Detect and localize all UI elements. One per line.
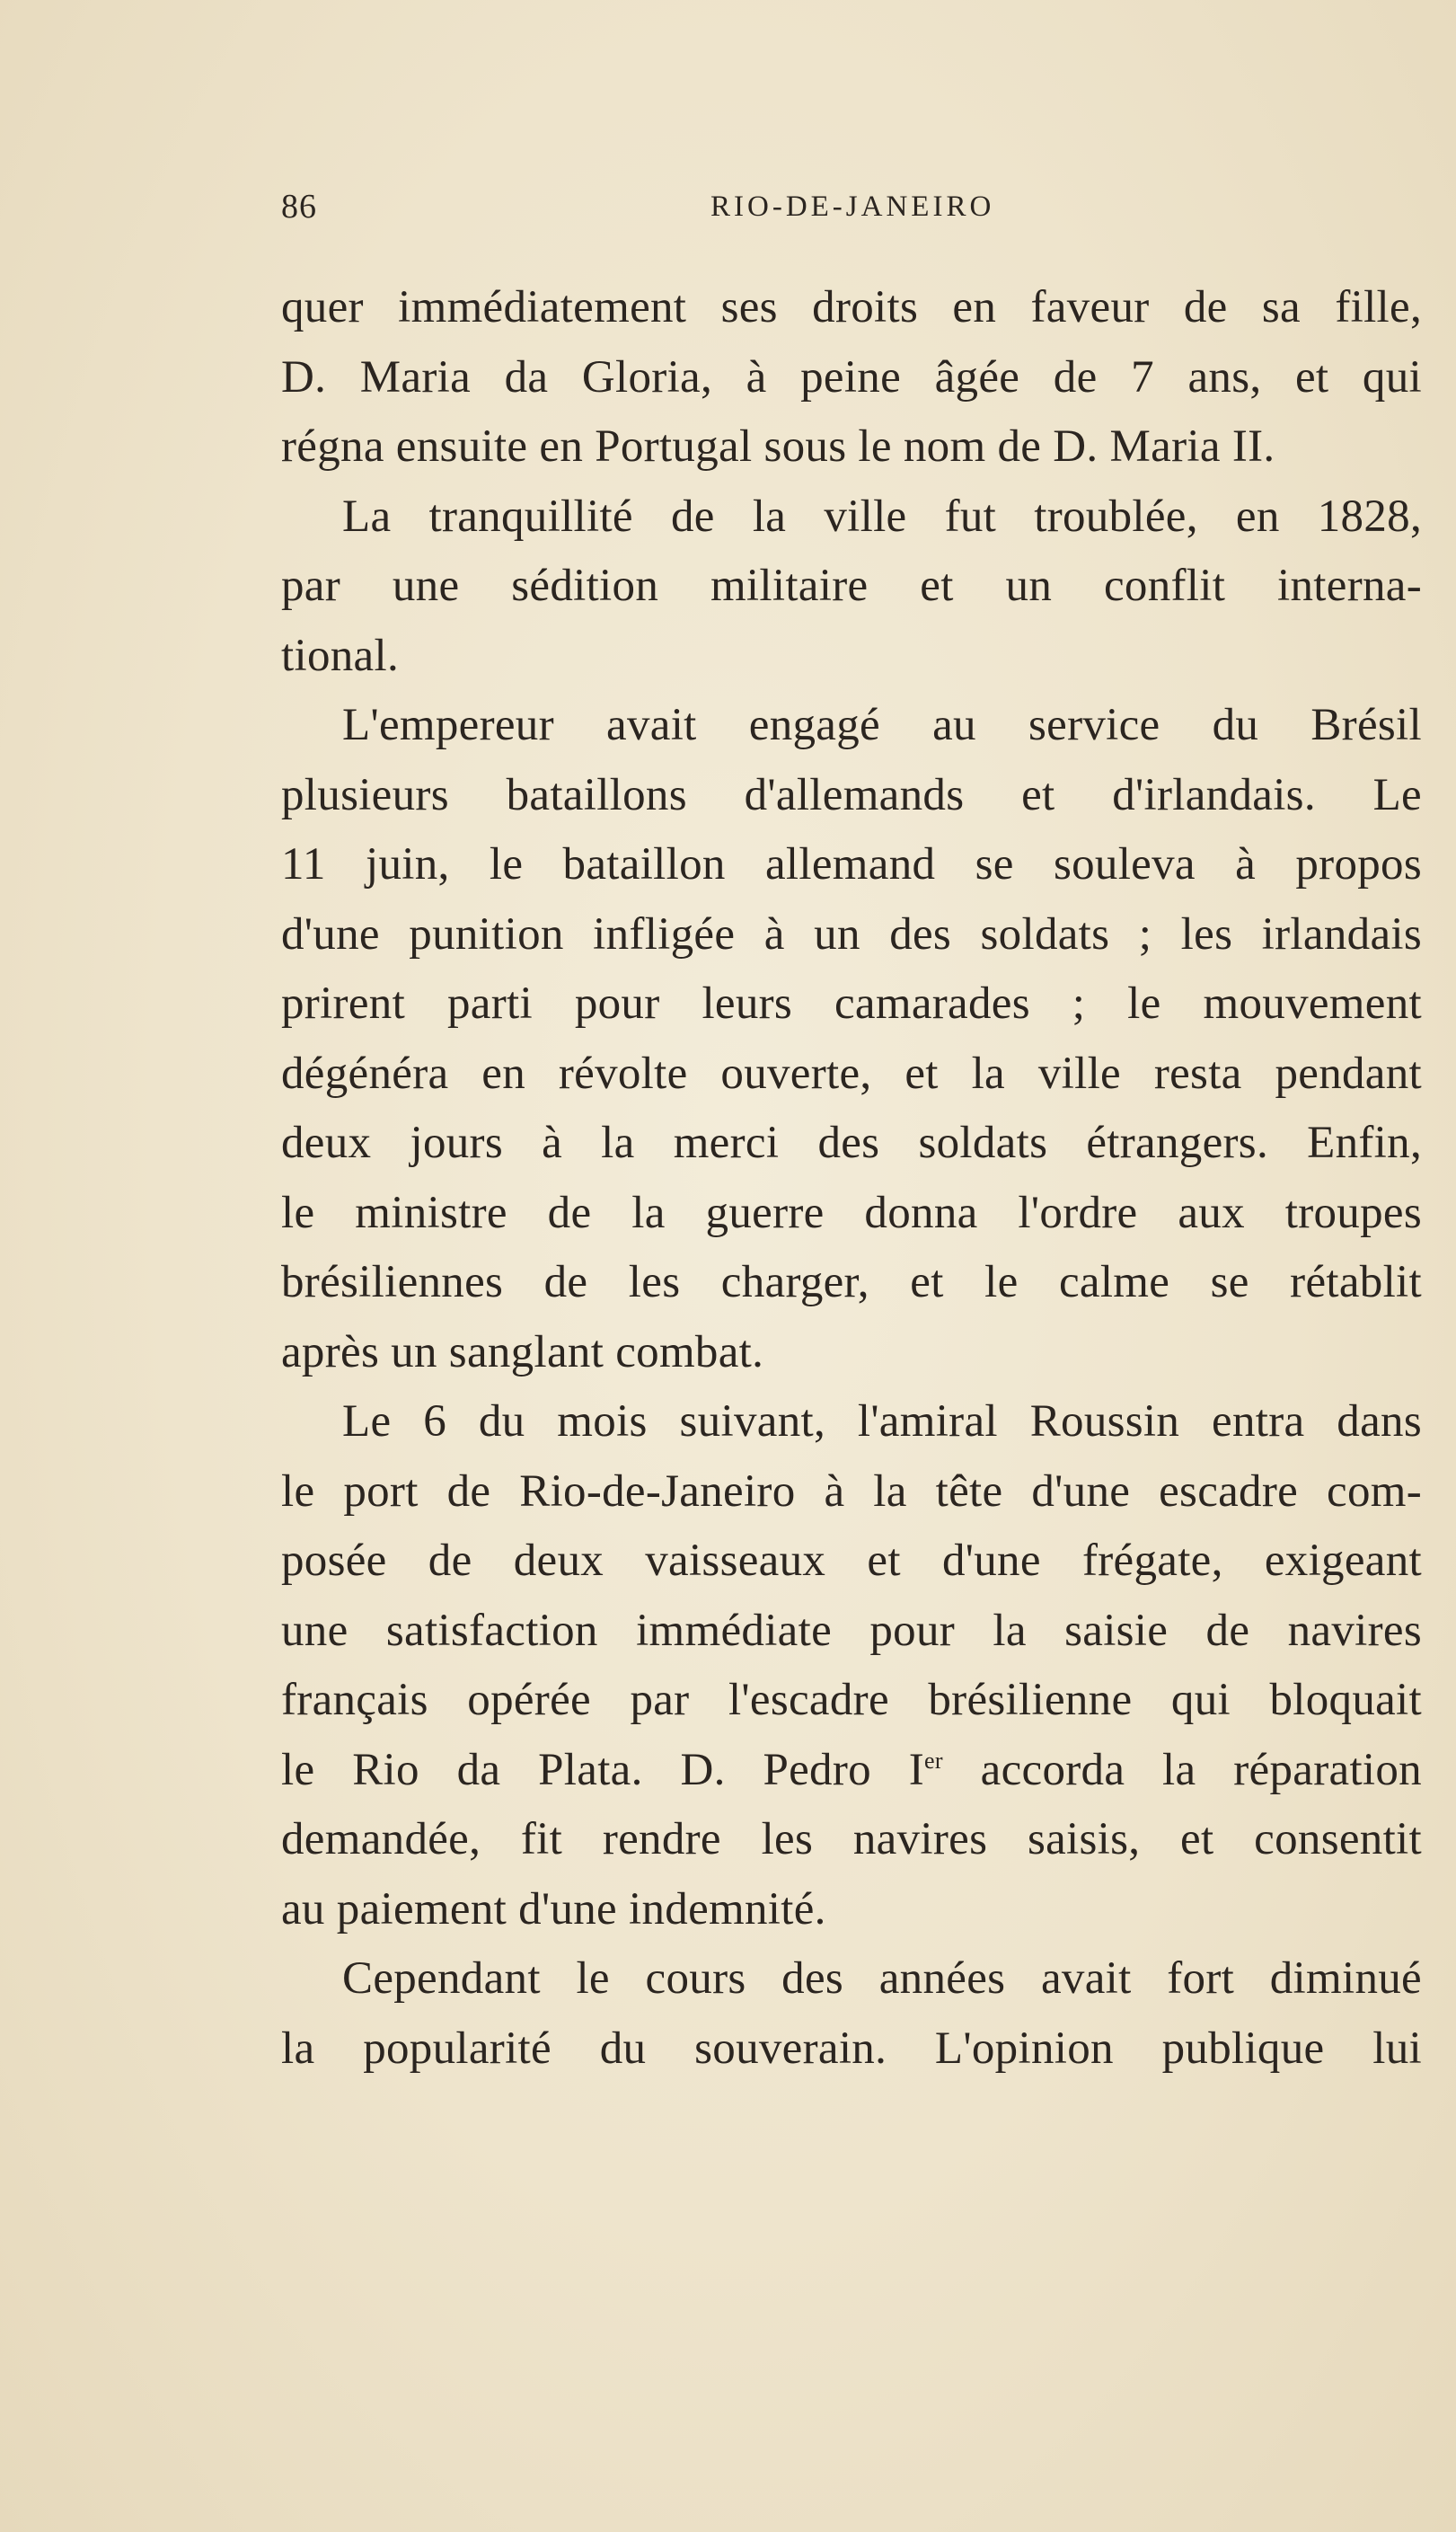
text-line: le port de Rio-de-Janeiro à la tête d'une escadre com- [281, 1465, 1422, 1517]
running-head [281, 187, 1422, 232]
text-line: le ministre de la guerre donna l'ordre aux troupes [281, 1187, 1422, 1238]
text-line: demandée, fit rendre les navires saisis, et consentit [281, 1814, 1422, 1864]
text-line: une satisfaction immédiate pour la saisie de navires [281, 1605, 1422, 1656]
text-line: 11 juin, le bataillon allemand se souleva à propos [281, 839, 1422, 890]
text-line: français opérée par l'escadre brésilienne qui bloquait [281, 1675, 1422, 1725]
body-text [281, 273, 1422, 2084]
text-line: L'empereur avait engagé au service du Brésil [342, 700, 1422, 750]
text-line: La tranquillité de la ville fut troublée, en 1828, [342, 491, 1422, 542]
text-line: Cependant le cours des années avait fort diminué [342, 1953, 1422, 2004]
text-line-with-superscript [281, 1736, 1422, 1806]
text-line: la popularité du souverain. L'opinion publique lui [281, 2023, 1422, 2074]
text-line: plusieurs bataillons d'allemands et d'irlandais. Le [281, 769, 1422, 820]
superscript: er [924, 1747, 943, 1774]
text-line: tional. [281, 630, 399, 681]
text-line: brésiliennes de les charger, et le calme se rétablit [281, 1257, 1422, 1307]
text-line: deux jours à la merci des soldats étrangers. Enfin, [281, 1118, 1422, 1168]
text-line: Le 6 du mois suivant, l'amiral Roussin entra dans [342, 1396, 1422, 1447]
line-segment: accorda la réparation [942, 1744, 1422, 1795]
line-segment: le Rio da Plata. D. Pedro I [281, 1744, 925, 1795]
text-line: posée de deux vaisseaux et d'une frégate, exigeant [281, 1536, 1422, 1586]
text-line: quer immédiatement ses droits en faveur de sa fille, [281, 282, 1422, 332]
text-line: par une sédition militaire et un conflit interna- [281, 561, 1422, 611]
text-line: régna ensuite en Portugal sous le nom de D. Maria II. [281, 421, 1275, 472]
text-line: prirent parti pour leurs camarades ; le mouvement [281, 978, 1422, 1029]
text-line: dégénéra en révolte ouverte, et la ville resta pendant [281, 1048, 1422, 1099]
text-line: au paiement d'une indemnité. [281, 1883, 826, 1934]
page-number: 86 [281, 188, 317, 226]
text-line: D. Maria da Gloria, à peine âgée de 7 ans, et qui [281, 351, 1422, 403]
header-title: RIO-DE-JANEIRO [710, 190, 995, 223]
text-line: d'une punition infligée à un des soldats ; les irlandais [281, 908, 1422, 960]
text-line: après un sanglant combat. [281, 1326, 764, 1377]
